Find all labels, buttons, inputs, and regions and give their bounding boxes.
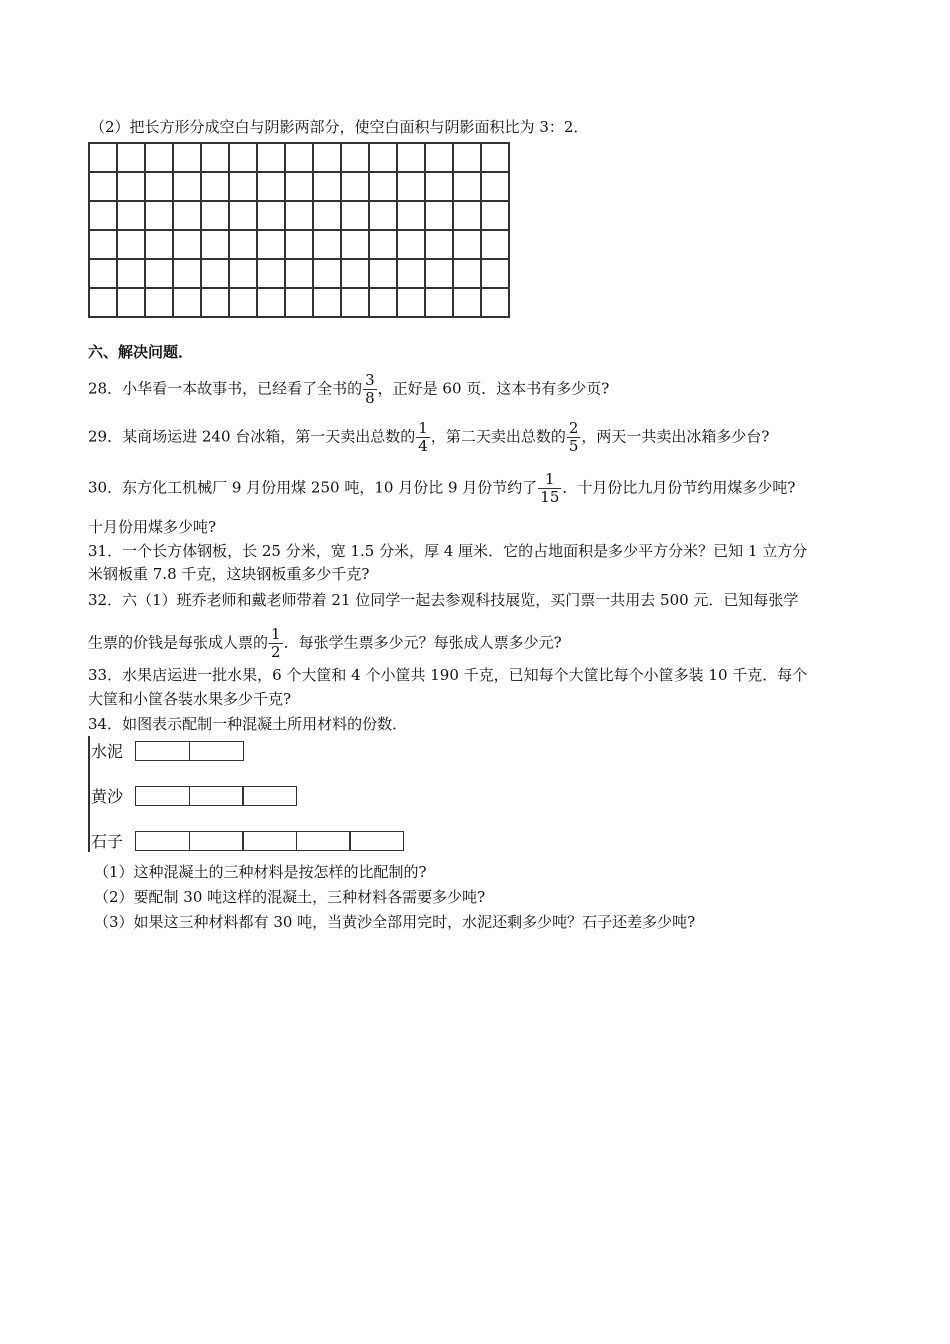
grid-cell[interactable] bbox=[369, 143, 397, 172]
grid-cell[interactable] bbox=[397, 230, 425, 259]
grid-cell[interactable] bbox=[369, 230, 397, 259]
grid-cell[interactable] bbox=[229, 143, 257, 172]
grid-cell[interactable] bbox=[173, 201, 201, 230]
grid-cell[interactable] bbox=[481, 288, 509, 317]
grid-cell[interactable] bbox=[145, 143, 173, 172]
grid-cell[interactable] bbox=[229, 201, 257, 230]
concrete-ratio-diagram bbox=[88, 736, 430, 852]
grid-cell[interactable] bbox=[453, 230, 481, 259]
grid-cell[interactable] bbox=[285, 143, 313, 172]
fraction: $\frac{1}{4}$ bbox=[418, 419, 428, 455]
grid-cell[interactable] bbox=[481, 172, 509, 201]
grid-cell[interactable] bbox=[313, 201, 341, 230]
question-34-sub2: （2）要配制 30 吨这样的混凝土，三种材料各需要多少吨? bbox=[94, 888, 486, 906]
grid-cell[interactable] bbox=[285, 172, 313, 201]
grid-cell[interactable] bbox=[453, 288, 481, 317]
grid-cell[interactable] bbox=[481, 201, 509, 230]
grid-cell[interactable] bbox=[425, 288, 453, 317]
grid-cell[interactable] bbox=[201, 172, 229, 201]
grid-cell[interactable] bbox=[89, 259, 117, 288]
grid-cell[interactable] bbox=[89, 288, 117, 317]
grid-cell[interactable] bbox=[173, 230, 201, 259]
question-33-line2: 大筐和小筐各装水果多少千克? bbox=[88, 690, 292, 708]
grid-cell[interactable] bbox=[369, 201, 397, 230]
grid-cell[interactable] bbox=[117, 259, 145, 288]
section-title: 六、解决问题． bbox=[88, 343, 194, 361]
grid-cell[interactable] bbox=[285, 201, 313, 230]
grid-cell[interactable] bbox=[481, 230, 509, 259]
grid-cell[interactable] bbox=[89, 143, 117, 172]
grid-cell[interactable] bbox=[173, 143, 201, 172]
grid-cell[interactable] bbox=[285, 288, 313, 317]
grid-cell[interactable] bbox=[229, 259, 257, 288]
diagram-row-cement: 水泥 bbox=[90, 739, 244, 762]
question-29: 29．某商场运进 240 台冰箱，第一天卖出总数的 $\frac{1}{4}$ ，第二天卖出总数的 $\frac{2}{5}$ ，两天一共卖出冰箱多少台? bbox=[88, 419, 770, 455]
fraction: $\frac{1}{15}$ bbox=[540, 470, 560, 506]
grid-cell[interactable] bbox=[257, 230, 285, 259]
grid-cell[interactable] bbox=[117, 172, 145, 201]
grid-cell[interactable] bbox=[341, 259, 369, 288]
grid-cell[interactable] bbox=[369, 259, 397, 288]
grid-cell[interactable] bbox=[229, 172, 257, 201]
question-34-sub1: （1）这种混凝土的三种材料是按怎样的比配制的? bbox=[94, 863, 427, 881]
grid-cell[interactable] bbox=[117, 201, 145, 230]
grid-cell[interactable] bbox=[453, 172, 481, 201]
grid-cell[interactable] bbox=[397, 172, 425, 201]
grid-cell[interactable] bbox=[453, 143, 481, 172]
question-30: 30．东方化工机械厂 9 月份用煤 250 吨，10 月份比 9 月份节约了 $\frac{1}{15}$ ．十月份比九月份节约用煤多少吨? bbox=[88, 470, 796, 506]
grid-cell[interactable] bbox=[397, 201, 425, 230]
grid-cell[interactable] bbox=[145, 230, 173, 259]
grid-cell[interactable] bbox=[229, 230, 257, 259]
grid-cell[interactable] bbox=[173, 288, 201, 317]
fraction: $\frac{1}{2}$ bbox=[271, 625, 281, 661]
grid-cell[interactable] bbox=[341, 201, 369, 230]
grid-cell[interactable] bbox=[425, 172, 453, 201]
grid-cell[interactable] bbox=[173, 172, 201, 201]
grid-cell[interactable] bbox=[257, 288, 285, 317]
grid-cell[interactable] bbox=[201, 143, 229, 172]
grid-cell[interactable] bbox=[117, 143, 145, 172]
grid-cell[interactable] bbox=[481, 259, 509, 288]
grid-cell[interactable] bbox=[89, 230, 117, 259]
grid-cell[interactable] bbox=[481, 143, 509, 172]
fraction: $\frac{3}{8}$ bbox=[365, 371, 375, 407]
grid-cell[interactable] bbox=[341, 230, 369, 259]
grid-cell[interactable] bbox=[397, 143, 425, 172]
grid-cell[interactable] bbox=[369, 288, 397, 317]
grid-cell[interactable] bbox=[313, 143, 341, 172]
grid-cell[interactable] bbox=[285, 259, 313, 288]
question-34: 34．如图表示配制一种混凝土所用材料的份数． bbox=[88, 715, 408, 733]
grid-cell[interactable] bbox=[285, 230, 313, 259]
grid-cell[interactable] bbox=[313, 172, 341, 201]
question-33-line1: 33．水果店运进一批水果，6 个大筐和 4 个小筐共 190 千克，已知每个大筐比每个小筐多装 10 千克．每个 bbox=[88, 666, 808, 684]
grid-cell[interactable] bbox=[425, 201, 453, 230]
fraction: $\frac{2}{5}$ bbox=[568, 419, 579, 455]
grid-cell[interactable] bbox=[257, 201, 285, 230]
question-31-line1: 31．一个长方体钢板，长 25 分米，宽 1.5 分米，厚 4 厘米．它的占地面积是多少平方分米？已知 1 立方分 bbox=[88, 542, 808, 560]
grid-cell[interactable] bbox=[117, 288, 145, 317]
grid-cell[interactable] bbox=[89, 172, 117, 201]
grid-cell[interactable] bbox=[257, 259, 285, 288]
diagram-row-sand: 黄沙 bbox=[90, 784, 297, 807]
question-28: 28．小华看一本故事书，已经看了全书的 $\frac{3}{8}$ ，正好是 60 页．这本书有多少页? bbox=[88, 371, 610, 407]
grid-cell[interactable] bbox=[145, 201, 173, 230]
grid-cell[interactable] bbox=[201, 230, 229, 259]
grid-cell[interactable] bbox=[257, 172, 285, 201]
grid-cell[interactable] bbox=[313, 259, 341, 288]
grid-cell[interactable] bbox=[89, 201, 117, 230]
rectangle-grid[interactable] bbox=[88, 142, 510, 318]
question-32-line2: 生票的价钱是每张成人票的 $\frac{1}{2}$ ．每张学生票多少元？每张成人票多少元? bbox=[88, 625, 562, 661]
diagram-row-stone: 石子 bbox=[90, 829, 404, 852]
question-34-sub3: （3）如果这三种材料都有 30 吨，当黄沙全部用完时，水泥还剩多少吨？石子还差多少吨? bbox=[94, 913, 696, 931]
part2-instruction: （2）把长方形分成空白与阴影两部分，使空白面积与阴影面积比为 3：2． bbox=[90, 118, 589, 136]
grid-cell[interactable] bbox=[117, 230, 145, 259]
question-32-line1: 32．六（1）班乔老师和戴老师带着 21 位同学一起去参观科技展览，买门票一共用去 500 元．已知每张学 bbox=[88, 591, 799, 609]
grid-cell[interactable] bbox=[341, 172, 369, 201]
grid-cell[interactable] bbox=[257, 143, 285, 172]
grid-cell[interactable] bbox=[201, 288, 229, 317]
grid-cell[interactable] bbox=[145, 259, 173, 288]
question-30-line2: 十月份用煤多少吨? bbox=[88, 518, 217, 536]
grid-cell[interactable] bbox=[397, 288, 425, 317]
grid-cell[interactable] bbox=[341, 288, 369, 317]
grid-cell[interactable] bbox=[341, 143, 369, 172]
grid-cell[interactable] bbox=[145, 288, 173, 317]
grid-cell[interactable] bbox=[313, 230, 341, 259]
grid-cell[interactable] bbox=[201, 201, 229, 230]
grid-cell[interactable] bbox=[313, 288, 341, 317]
grid-cell[interactable] bbox=[369, 172, 397, 201]
grid-cell[interactable] bbox=[425, 143, 453, 172]
grid-cell[interactable] bbox=[425, 259, 453, 288]
grid-cell[interactable] bbox=[453, 259, 481, 288]
grid-cell[interactable] bbox=[397, 259, 425, 288]
question-31-line2: 米钢板重 7.8 千克，这块钢板重多少千克? bbox=[88, 565, 370, 583]
grid-cell[interactable] bbox=[453, 201, 481, 230]
grid-cell[interactable] bbox=[201, 259, 229, 288]
grid-cell[interactable] bbox=[229, 288, 257, 317]
grid-cell[interactable] bbox=[425, 230, 453, 259]
grid-cell[interactable] bbox=[173, 259, 201, 288]
grid-cell[interactable] bbox=[145, 172, 173, 201]
